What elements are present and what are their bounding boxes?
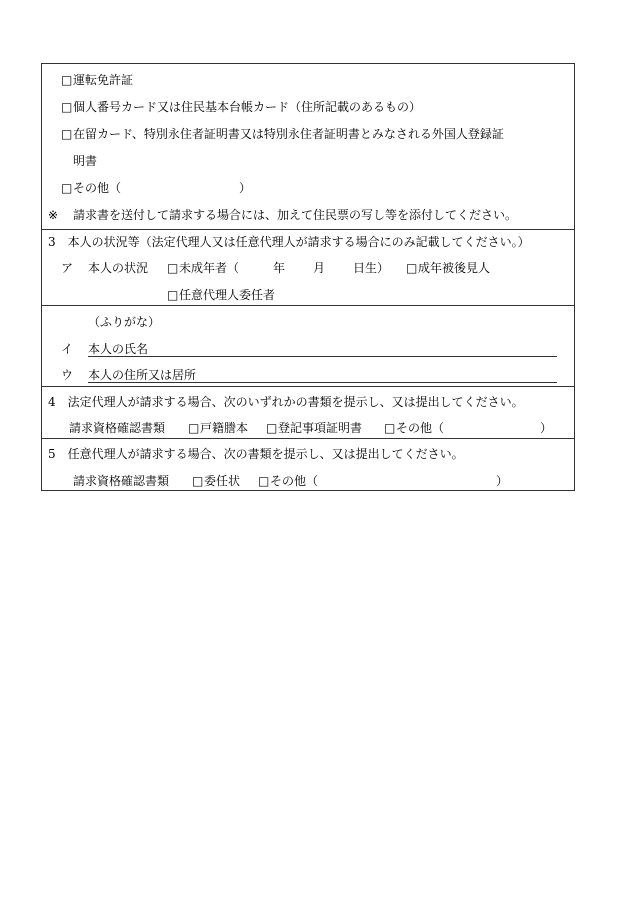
birth-year-label: 年	[273, 261, 286, 275]
checkbox-drivers-license[interactable]: □	[61, 73, 73, 87]
principal-label: 任意代理人委任者	[179, 288, 276, 302]
section4-other-label: その他（	[396, 421, 445, 435]
family-register-label: 戸籍謄本	[200, 421, 249, 435]
checkbox-adult-ward[interactable]: □	[406, 261, 418, 275]
principal-name-field[interactable]	[88, 356, 557, 357]
checkbox-power-of-attorney[interactable]: □	[192, 474, 204, 488]
divider-section5	[42, 438, 574, 439]
birth-day-label: 日生）	[353, 261, 390, 275]
principal-name-label: 本人の氏名	[88, 342, 149, 356]
section4-heading: 4 法定代理人が請求する場合、次のいずれかの書類を提示し、又は提出してください。	[48, 395, 524, 409]
divider-section3	[42, 229, 574, 230]
registry-certificate-label: 登記事項証明書	[278, 421, 363, 435]
checkbox-my-number-card[interactable]: □	[61, 100, 73, 114]
principal-status-label: 本人の状況	[88, 261, 149, 275]
adult-ward-label: 成年被後見人	[418, 261, 491, 275]
note-mark: ※	[48, 208, 59, 222]
item-a-mark: ア	[61, 261, 74, 275]
section4-docs-label: 請求資格確認書類	[69, 421, 166, 435]
divider-identity	[42, 305, 574, 306]
item-i-mark: イ	[61, 342, 74, 356]
residence-card-label-cont: 明書	[73, 154, 98, 168]
divider-section4	[42, 386, 574, 387]
checkbox-residence-card[interactable]: □	[61, 127, 73, 141]
mail-request-note: 請求書を送付して請求する場合には、加えて住民票の写し等を添付してください。	[73, 208, 518, 222]
drivers-license-label: 運転免許証	[73, 73, 134, 87]
item-u-mark: ウ	[61, 368, 74, 382]
section5-other-label: その他（	[270, 474, 319, 488]
principal-address-label: 本人の住所又は居所	[88, 368, 197, 382]
request-form-table	[41, 63, 575, 491]
my-number-card-label: 個人番号カード又は住民基本台帳カード（住所記載のあるもの）	[73, 100, 422, 114]
furigana-label: （ふりがな）	[88, 315, 161, 329]
checkbox-section4-other[interactable]: □	[384, 421, 396, 435]
minor-label: 未成年者（	[179, 261, 240, 275]
checkbox-other-document[interactable]: □	[61, 181, 73, 195]
principal-address-field[interactable]	[88, 382, 557, 383]
section5-docs-label: 請求資格確認書類	[73, 474, 170, 488]
birth-month-label: 月	[313, 261, 326, 275]
section5-heading: 5 任意代理人が請求する場合、次の書類を提示し、又は提出してください。	[48, 447, 464, 461]
checkbox-section5-other[interactable]: □	[258, 474, 270, 488]
other-document-label: その他（	[73, 181, 122, 195]
section5-other-close: ）	[496, 474, 509, 488]
power-of-attorney-label: 委任状	[204, 474, 241, 488]
section3-heading: 3 本人の状況等（法定代理人又は任意代理人が請求する場合にのみ記載してください。）	[48, 235, 530, 249]
residence-card-label: 在留カード、特別永住者証明書又は特別永住者証明書とみなされる外国人登録証	[73, 127, 504, 141]
checkbox-principal[interactable]: □	[167, 288, 179, 302]
checkbox-minor[interactable]: □	[167, 261, 179, 275]
checkbox-family-register[interactable]: □	[188, 421, 200, 435]
section4-other-close: ）	[540, 421, 553, 435]
checkbox-registry-certificate[interactable]: □	[266, 421, 278, 435]
other-document-close: ）	[239, 181, 252, 195]
